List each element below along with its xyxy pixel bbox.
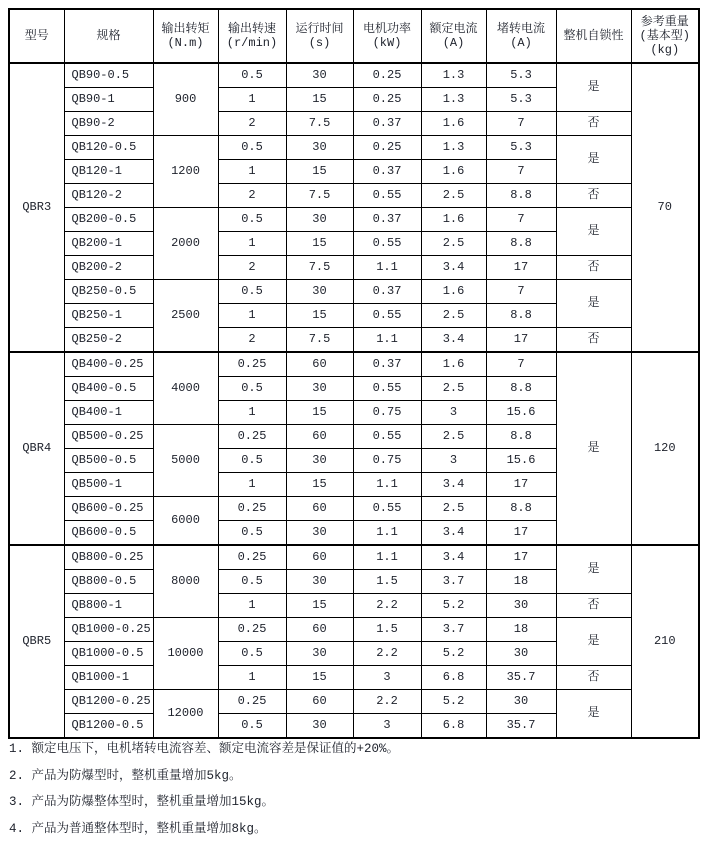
run-time-cell: 30	[286, 280, 353, 304]
table-row	[9, 112, 699, 136]
col-header-output-torque-line: (N.m)	[167, 36, 204, 50]
locked-rotor-current-cell: 7	[486, 208, 556, 232]
run-time-cell: 7.5	[286, 112, 353, 136]
motor-power-cell: 0.75	[353, 449, 421, 473]
self-locking-cell: 否	[556, 328, 631, 353]
spec-cell: QB400-1	[64, 401, 153, 425]
rated-current-cell: 3	[421, 449, 486, 473]
spec-cell: QB600-0.25	[64, 497, 153, 521]
locked-rotor-current-cell: 17	[486, 473, 556, 497]
output-speed-cell: 2	[218, 328, 286, 353]
run-time-cell: 15	[286, 160, 353, 184]
self-locking-cell: 是	[556, 208, 631, 256]
col-header-ref-weight-line: (基本型)	[639, 29, 690, 43]
spec-cell: QB250-1	[64, 304, 153, 328]
output-speed-cell: 2	[218, 256, 286, 280]
run-time-cell: 7.5	[286, 256, 353, 280]
output-speed-cell: 1	[218, 160, 286, 184]
output-speed-cell: 1	[218, 232, 286, 256]
table-row	[9, 184, 699, 208]
rated-current-cell: 5.2	[421, 594, 486, 618]
output-speed-cell: 0.25	[218, 690, 286, 714]
run-time-cell: 15	[286, 88, 353, 112]
locked-rotor-current-cell: 17	[486, 256, 556, 280]
motor-power-cell: 2.2	[353, 594, 421, 618]
motor-power-cell: 3	[353, 714, 421, 739]
col-header-ref-weight	[631, 9, 699, 63]
run-time-cell: 30	[286, 521, 353, 546]
col-header-output-torque-line: 输出转矩	[161, 22, 210, 36]
col-header-rated-current-line: 额定电流	[429, 22, 478, 36]
table-row	[9, 63, 699, 88]
motor-power-cell: 0.25	[353, 136, 421, 160]
motor-power-cell: 0.37	[353, 352, 421, 377]
output-torque-cell: 10000	[153, 618, 218, 690]
col-header-motor-power-line: (kW)	[372, 36, 402, 50]
spec-cell: QB1000-1	[64, 666, 153, 690]
rated-current-cell: 3	[421, 401, 486, 425]
col-header-run-time	[286, 9, 353, 63]
motor-power-cell: 1.1	[353, 328, 421, 353]
rated-current-cell: 2.5	[421, 232, 486, 256]
locked-rotor-current-cell: 35.7	[486, 666, 556, 690]
rated-current-cell: 3.4	[421, 328, 486, 353]
output-speed-cell: 0.25	[218, 425, 286, 449]
rated-current-cell: 6.8	[421, 666, 486, 690]
output-speed-cell: 0.25	[218, 618, 286, 642]
output-torque-cell: 4000	[153, 352, 218, 425]
locked-rotor-current-cell: 15.6	[486, 449, 556, 473]
run-time-cell: 30	[286, 208, 353, 232]
output-speed-cell: 0.5	[218, 63, 286, 88]
col-header-locked-rotor-current	[486, 9, 556, 63]
output-torque-cell: 2500	[153, 280, 218, 353]
rated-current-cell: 2.5	[421, 377, 486, 401]
output-speed-cell: 2	[218, 184, 286, 208]
motor-power-cell: 1.1	[353, 256, 421, 280]
spec-cell: QB90-1	[64, 88, 153, 112]
rated-current-cell: 3.4	[421, 545, 486, 570]
spec-cell: QB1200-0.25	[64, 690, 153, 714]
output-speed-cell: 0.5	[218, 280, 286, 304]
rated-current-cell: 1.6	[421, 160, 486, 184]
self-locking-cell: 是	[556, 352, 631, 545]
output-torque-cell: 5000	[153, 425, 218, 497]
output-speed-cell: 0.5	[218, 208, 286, 232]
col-header-spec-line: 规格	[96, 29, 121, 43]
spec-cell: QB800-0.25	[64, 545, 153, 570]
output-speed-cell: 1	[218, 473, 286, 497]
spec-cell: QB1200-0.5	[64, 714, 153, 739]
locked-rotor-current-cell: 5.3	[486, 136, 556, 160]
locked-rotor-current-cell: 7	[486, 352, 556, 377]
motor-power-cell: 0.25	[353, 88, 421, 112]
run-time-cell: 30	[286, 377, 353, 401]
run-time-cell: 30	[286, 136, 353, 160]
motor-power-cell: 1.1	[353, 521, 421, 546]
spec-cell: QB1000-0.25	[64, 618, 153, 642]
run-time-cell: 15	[286, 232, 353, 256]
output-speed-cell: 0.5	[218, 714, 286, 739]
run-time-cell: 7.5	[286, 328, 353, 353]
self-locking-cell: 是	[556, 280, 631, 328]
locked-rotor-current-cell: 5.3	[486, 88, 556, 112]
table-row	[9, 594, 699, 618]
output-speed-cell: 0.5	[218, 449, 286, 473]
motor-power-cell: 0.55	[353, 377, 421, 401]
motor-power-cell: 3	[353, 666, 421, 690]
output-torque-cell: 900	[153, 63, 218, 136]
col-header-model	[9, 9, 64, 63]
output-torque-cell: 2000	[153, 208, 218, 280]
motor-power-cell: 2.2	[353, 642, 421, 666]
locked-rotor-current-cell: 18	[486, 570, 556, 594]
rated-current-cell: 1.3	[421, 88, 486, 112]
spec-cell: QB800-1	[64, 594, 153, 618]
table-row	[9, 666, 699, 690]
spec-cell: QB250-2	[64, 328, 153, 353]
model-cell: QBR4	[9, 352, 64, 545]
self-locking-cell: 是	[556, 545, 631, 594]
locked-rotor-current-cell: 8.8	[486, 425, 556, 449]
self-locking-cell: 否	[556, 112, 631, 136]
self-locking-cell: 是	[556, 618, 631, 666]
col-header-locked-rotor-current-line: 堵转电流	[496, 22, 545, 36]
spec-cell: QB250-0.5	[64, 280, 153, 304]
spec-table	[8, 8, 700, 739]
run-time-cell: 7.5	[286, 184, 353, 208]
col-header-motor-power	[353, 9, 421, 63]
run-time-cell: 60	[286, 425, 353, 449]
spec-cell: QB400-0.5	[64, 377, 153, 401]
motor-power-cell: 0.55	[353, 497, 421, 521]
col-header-locked-rotor-current-line: (A)	[510, 36, 532, 50]
footnotes	[9, 741, 699, 847]
self-locking-cell: 是	[556, 63, 631, 112]
col-header-self-locking	[556, 9, 631, 63]
motor-power-cell: 0.37	[353, 208, 421, 232]
output-speed-cell: 0.25	[218, 352, 286, 377]
self-locking-cell: 否	[556, 594, 631, 618]
run-time-cell: 15	[286, 594, 353, 618]
spec-cell: QB120-1	[64, 160, 153, 184]
rated-current-cell: 1.3	[421, 63, 486, 88]
col-header-output-speed	[218, 9, 286, 63]
motor-power-cell: 0.55	[353, 232, 421, 256]
spec-cell: QB90-0.5	[64, 63, 153, 88]
run-time-cell: 30	[286, 570, 353, 594]
table-row	[9, 136, 699, 160]
col-header-model-line: 型号	[24, 29, 49, 43]
locked-rotor-current-cell: 7	[486, 160, 556, 184]
output-torque-cell: 8000	[153, 545, 218, 618]
spec-cell: QB120-0.5	[64, 136, 153, 160]
motor-power-cell: 1.5	[353, 570, 421, 594]
spec-cell: QB1000-0.5	[64, 642, 153, 666]
output-speed-cell: 0.25	[218, 545, 286, 570]
footnote: 3. 产品为防爆整体型时，整机重量增加15kg。	[9, 795, 275, 809]
output-speed-cell: 1	[218, 304, 286, 328]
col-header-run-time-line: (s)	[308, 36, 331, 50]
table-row	[9, 328, 699, 353]
locked-rotor-current-cell: 17	[486, 328, 556, 353]
spec-cell: QB600-0.5	[64, 521, 153, 546]
run-time-cell: 60	[286, 618, 353, 642]
col-header-output-speed-line: (r/min)	[226, 36, 278, 50]
rated-current-cell: 2.5	[421, 304, 486, 328]
rated-current-cell: 1.6	[421, 352, 486, 377]
spec-cell: QB400-0.25	[64, 352, 153, 377]
locked-rotor-current-cell: 30	[486, 594, 556, 618]
table-row	[9, 256, 699, 280]
locked-rotor-current-cell: 35.7	[486, 714, 556, 739]
spec-cell: QB200-0.5	[64, 208, 153, 232]
locked-rotor-current-cell: 30	[486, 690, 556, 714]
motor-power-cell: 0.75	[353, 401, 421, 425]
ref-weight-cell: 120	[631, 352, 699, 545]
motor-power-cell: 1.1	[353, 545, 421, 570]
footnote: 1. 额定电压下，电机堵转电流容差、额定电流容差是保证值的+20%。	[9, 742, 400, 756]
table-body	[9, 63, 699, 738]
model-cell: QBR3	[9, 63, 64, 352]
motor-power-cell: 0.37	[353, 280, 421, 304]
spec-cell: QB500-0.25	[64, 425, 153, 449]
rated-current-cell: 1.6	[421, 112, 486, 136]
run-time-cell: 60	[286, 497, 353, 521]
spec-table-container	[8, 8, 700, 739]
spec-cell: QB90-2	[64, 112, 153, 136]
output-speed-cell: 1	[218, 594, 286, 618]
rated-current-cell: 3.7	[421, 618, 486, 642]
run-time-cell: 30	[286, 714, 353, 739]
motor-power-cell: 1.1	[353, 473, 421, 497]
motor-power-cell: 0.55	[353, 184, 421, 208]
rated-current-cell: 6.8	[421, 714, 486, 739]
rated-current-cell: 2.5	[421, 497, 486, 521]
col-header-self-locking-line: 整机自锁性	[563, 29, 624, 43]
locked-rotor-current-cell: 8.8	[486, 184, 556, 208]
rated-current-cell: 3.4	[421, 256, 486, 280]
output-speed-cell: 0.5	[218, 570, 286, 594]
locked-rotor-current-cell: 7	[486, 280, 556, 304]
footnote: 2. 产品为防爆型时，整机重量增加5kg。	[9, 768, 242, 783]
spec-cell: QB200-1	[64, 232, 153, 256]
rated-current-cell: 2.5	[421, 425, 486, 449]
output-torque-cell: 6000	[153, 497, 218, 546]
run-time-cell: 60	[286, 352, 353, 377]
locked-rotor-current-cell: 8.8	[486, 232, 556, 256]
motor-power-cell: 0.37	[353, 112, 421, 136]
motor-power-cell: 2.2	[353, 690, 421, 714]
rated-current-cell: 3.4	[421, 521, 486, 546]
model-cell: QBR5	[9, 545, 64, 738]
ref-weight-cell: 210	[631, 545, 699, 738]
footnote: 4. 产品为普通整体型时，整机重量增加8kg。	[9, 821, 267, 836]
table-row	[9, 208, 699, 232]
locked-rotor-current-cell: 8.8	[486, 304, 556, 328]
spec-cell: QB120-2	[64, 184, 153, 208]
rated-current-cell: 3.7	[421, 570, 486, 594]
locked-rotor-current-cell: 15.6	[486, 401, 556, 425]
spec-cell: QB800-0.5	[64, 570, 153, 594]
table-row	[9, 352, 699, 377]
locked-rotor-current-cell: 8.8	[486, 377, 556, 401]
ref-weight-cell: 70	[631, 63, 699, 352]
run-time-cell: 60	[286, 690, 353, 714]
output-speed-cell: 0.5	[218, 377, 286, 401]
spec-cell: QB500-0.5	[64, 449, 153, 473]
run-time-cell: 15	[286, 666, 353, 690]
run-time-cell: 60	[286, 545, 353, 570]
col-header-rated-current	[421, 9, 486, 63]
motor-power-cell: 0.25	[353, 63, 421, 88]
locked-rotor-current-cell: 17	[486, 521, 556, 546]
spec-cell: QB200-2	[64, 256, 153, 280]
rated-current-cell: 3.4	[421, 473, 486, 497]
run-time-cell: 15	[286, 304, 353, 328]
output-speed-cell: 0.5	[218, 521, 286, 546]
rated-current-cell: 5.2	[421, 690, 486, 714]
col-header-motor-power-line: 电机功率	[362, 22, 411, 36]
output-speed-cell: 1	[218, 666, 286, 690]
locked-rotor-current-cell: 30	[486, 642, 556, 666]
output-torque-cell: 1200	[153, 136, 218, 208]
output-speed-cell: 0.5	[218, 136, 286, 160]
col-header-run-time-line: 运行时间	[295, 22, 344, 36]
motor-power-cell: 1.5	[353, 618, 421, 642]
run-time-cell: 15	[286, 401, 353, 425]
self-locking-cell: 否	[556, 184, 631, 208]
run-time-cell: 15	[286, 473, 353, 497]
run-time-cell: 30	[286, 63, 353, 88]
self-locking-cell: 是	[556, 690, 631, 739]
motor-power-cell: 0.37	[353, 160, 421, 184]
rated-current-cell: 2.5	[421, 184, 486, 208]
rated-current-cell: 1.3	[421, 136, 486, 160]
output-speed-cell: 1	[218, 88, 286, 112]
run-time-cell: 30	[286, 449, 353, 473]
rated-current-cell: 5.2	[421, 642, 486, 666]
spec-cell: QB500-1	[64, 473, 153, 497]
run-time-cell: 30	[286, 642, 353, 666]
col-header-rated-current-line: (A)	[442, 36, 465, 50]
output-torque-cell: 12000	[153, 690, 218, 739]
motor-power-cell: 0.55	[353, 425, 421, 449]
locked-rotor-current-cell: 5.3	[486, 63, 556, 88]
self-locking-cell: 否	[556, 666, 631, 690]
locked-rotor-current-cell: 7	[486, 112, 556, 136]
table-header-row	[9, 9, 699, 63]
locked-rotor-current-cell: 18	[486, 618, 556, 642]
table-row	[9, 545, 699, 570]
col-header-output-speed-line: 输出转速	[227, 22, 276, 36]
self-locking-cell: 否	[556, 256, 631, 280]
output-speed-cell: 2	[218, 112, 286, 136]
rated-current-cell: 1.6	[421, 280, 486, 304]
col-header-output-torque	[153, 9, 218, 63]
col-header-ref-weight-line: (kg)	[650, 43, 680, 57]
col-header-ref-weight-line: 参考重量	[640, 15, 689, 29]
output-speed-cell: 1	[218, 401, 286, 425]
rated-current-cell: 1.6	[421, 208, 486, 232]
self-locking-cell: 是	[556, 136, 631, 184]
locked-rotor-current-cell: 17	[486, 545, 556, 570]
output-speed-cell: 0.5	[218, 642, 286, 666]
col-header-spec	[64, 9, 153, 63]
locked-rotor-current-cell: 8.8	[486, 497, 556, 521]
motor-power-cell: 0.55	[353, 304, 421, 328]
table-row	[9, 280, 699, 304]
output-speed-cell: 0.25	[218, 497, 286, 521]
table-row	[9, 618, 699, 642]
table-row	[9, 690, 699, 714]
